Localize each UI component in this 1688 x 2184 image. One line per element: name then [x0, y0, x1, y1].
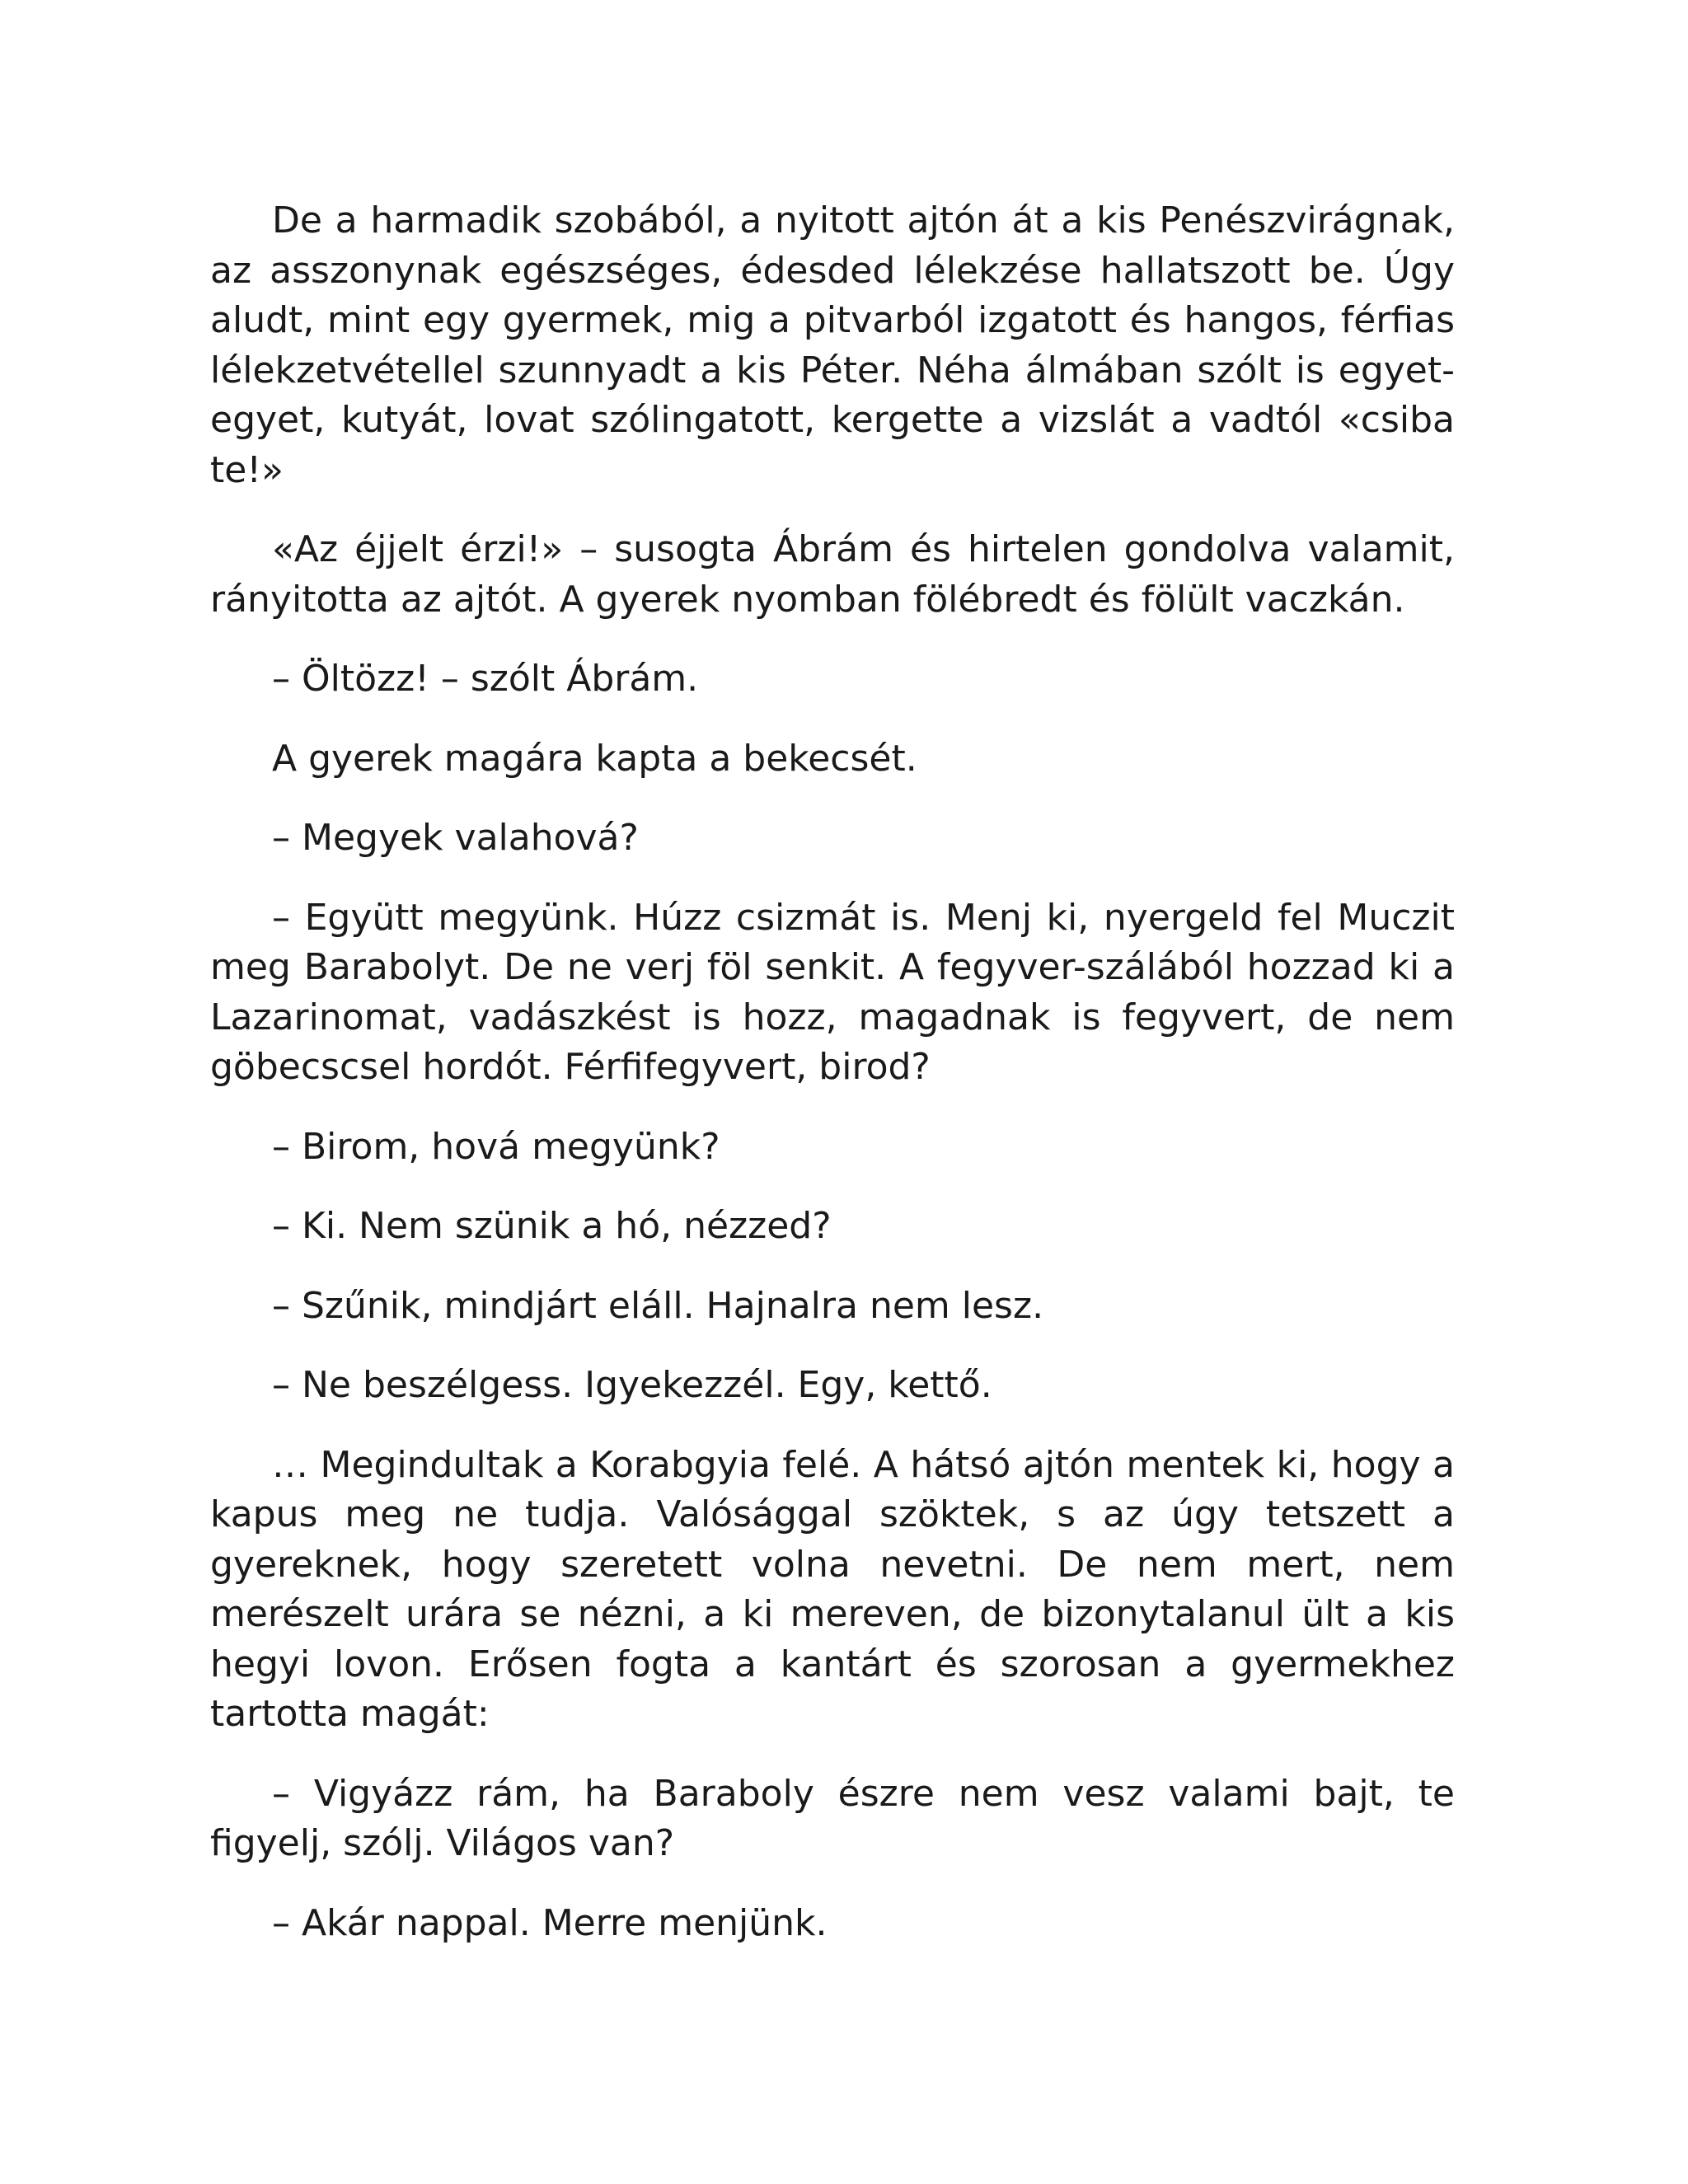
paragraph-2: «Az éjjelt érzi!» – susogta Ábrám és hirtelen gondolva valamit, rányitotta az ajtót. A gyerek nyomban fölébredt és fölült vaczkán.	[210, 528, 1455, 621]
paragraph-10: – Ne beszélgess. Igyekezzél. Egy, kettő.	[272, 1364, 992, 1406]
paragraph-7: – Birom, hová megyünk?	[272, 1125, 720, 1168]
paragraph-8: – Ki. Nem szünik a hó, nézzed?	[272, 1205, 832, 1247]
paragraph-4: A gyerek magára kapta a bekecsét.	[272, 737, 917, 780]
paragraph-11: … Megindultak a Korabgyia felé. A hátsó ajtón mentek ki, hogy a kapus meg ne tudja. Valósággal szöktek, s az úgy tetszett a gyereknek, hogy szeretett volna nevetni. De nem mert, nem merészelt urára se nézni, a ki mereven, de bizonytalanul ült a kis hegyi lovon. Erősen fogta a kantárt és szorosan a gyermekhez tartotta magát:	[210, 1443, 1455, 1735]
paragraph-12: – Vigyázz rám, ha Baraboly észre nem vesz valami bajt, te figyelj, szólj. Világos van?	[210, 1772, 1455, 1864]
document-page	[210, 196, 1455, 1978]
paragraph-3: – Öltözz! – szólt Ábrám.	[272, 658, 699, 700]
paragraph-6: – Együtt megyünk. Húzz csizmát is. Menj ki, nyergeld fel Muczit meg Barabolyt. De ne verj föl senkit. A fegyver-szálából hozzad ki a Lazarinomat, vadászkést is hozz, magadnak is fegyvert, de nem göbecscsel hordót. Férfifegyvert, birod?	[210, 896, 1455, 1088]
paragraph-1: De a harmadik szobából, a nyitott ajtón át a kis Penészvirágnak, az asszonynak egészséges, édesded lélekzése hallatszott be. Úgy aludt, mint egy gyermek, mig a pitvarból izgatott és hangos, férfias lélekzetvétellel szunnyadt a kis Péter. Néha álmában szólt is egyet-egyet, kutyát, lovat szólingatott, kergette a vizslát a vadtól «csiba te!»	[210, 199, 1455, 491]
paragraph-9: – Szűnik, mindjárt eláll. Hajnalra nem lesz.	[272, 1284, 1044, 1327]
paragraph-5: – Megyek valahová?	[272, 817, 639, 859]
paragraph-13: – Akár nappal. Merre menjünk.	[272, 1901, 828, 1944]
